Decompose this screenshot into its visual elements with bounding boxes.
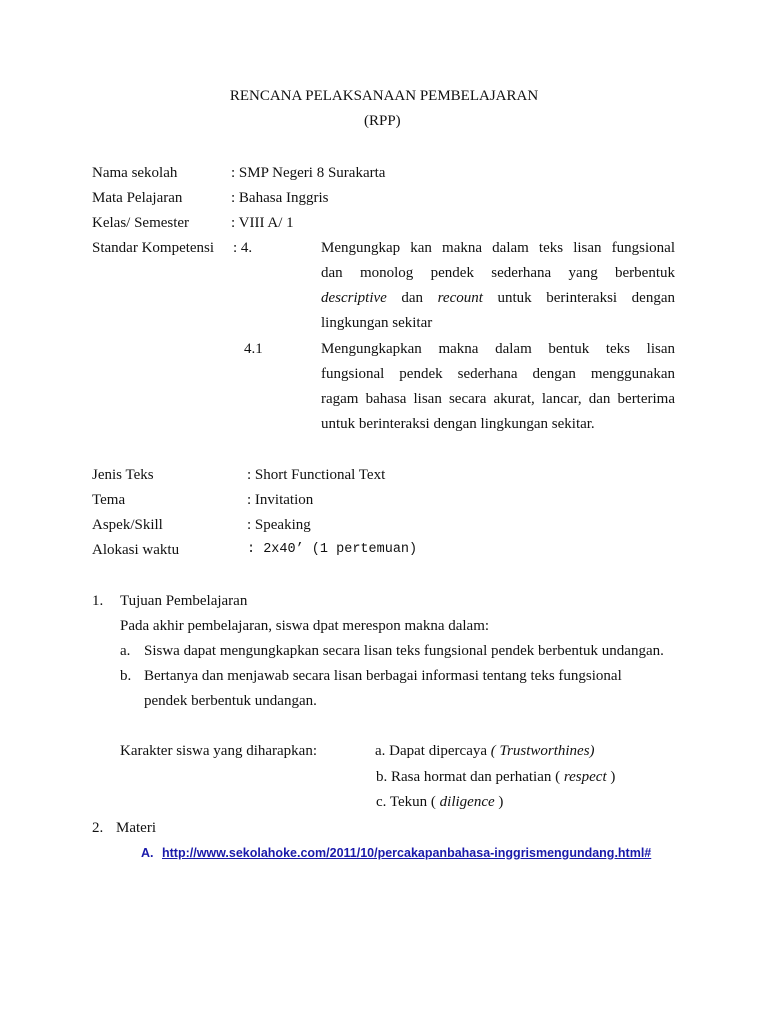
value-mata-pelajaran: : Bahasa Inggris — [231, 190, 329, 206]
standar-line-2: dan monolog pendek sederhana yang berbentuk — [321, 265, 675, 281]
standar-line-1: Mengungkap kan makna dalam teks lisan fungsional — [321, 240, 675, 256]
objective-b-marker: b. — [120, 668, 132, 684]
label-jenis-teks: Jenis Teks — [92, 467, 154, 483]
label-aspek-skill: Aspek/Skill — [92, 517, 163, 533]
label-alokasi-waktu: Alokasi waktu — [92, 542, 180, 558]
label-nama-sekolah: Nama sekolah — [92, 165, 178, 181]
section1-heading: Tujuan Pembelajaran — [120, 593, 248, 609]
section2-heading: Materi — [116, 820, 156, 836]
objective-b-line-2: pendek berbentuk undangan. — [144, 693, 317, 709]
section1-number: 1. — [92, 593, 104, 609]
kd-number: 4.1 — [244, 341, 263, 357]
value-kelas-semester: : VIII A/ 1 — [231, 215, 294, 231]
kd-line-4: untuk berinteraksi dengan lingkungan sekitar. — [321, 416, 595, 432]
label-kelas-semester: Kelas/ Semester — [92, 215, 190, 231]
kd-line-1: Mengungkapkan makna dalam bentuk teks lisan — [321, 341, 675, 357]
label-mata-pelajaran: Mata Pelajaran — [92, 190, 183, 206]
karakter-item-c: c. Tekun ( diligence ) — [376, 794, 504, 810]
karakter-item-a: a. Dapat dipercaya ( Trustworthines) — [375, 743, 595, 759]
section1-intro: Pada akhir pembelajaran, siswa dpat merespon makna dalam: — [120, 618, 490, 634]
standar-number: : 4. — [233, 240, 253, 256]
standar-line-3: descriptive dan recount untuk berinteraksi dengan — [321, 290, 675, 306]
objective-a-marker: a. — [120, 643, 131, 659]
value-aspek-skill: : Speaking — [247, 517, 311, 533]
descriptive-term: descriptive — [321, 290, 387, 306]
objective-b-line-1: Bertanya dan menjawab secara lisan berbagai informasi tentang teks fungsional — [144, 668, 622, 684]
standar-line-4: lingkungan sekitar — [321, 315, 433, 331]
document-title: RENCANA PELAKSANAAN PEMBELAJARAN — [229, 88, 539, 104]
section2-number: 2. — [92, 820, 104, 836]
kd-line-2: fungsional pendek sederhana dengan menggunakan — [321, 366, 675, 382]
value-jenis-teks: : Short Functional Text — [247, 467, 386, 483]
label-standar-kompetensi: Standar Kompetensi — [92, 240, 215, 256]
kd-line-3: ragam bahasa lisan secara akurat, lancar, dan berterima — [321, 391, 675, 407]
recount-term: recount — [437, 290, 483, 306]
objective-a-text: Siswa dapat mengungkapkan secara lisan teks fungsional pendek berbentuk undangan. — [144, 643, 664, 659]
label-tema: Tema — [92, 492, 126, 508]
karakter-item-b: b. Rasa hormat dan perhatian ( respect ) — [376, 769, 616, 785]
document-subtitle: (RPP) — [364, 113, 401, 129]
karakter-label: Karakter siswa yang diharapkan: — [120, 743, 318, 759]
materi-link[interactable]: http://www.sekolahoke.com/2011/10/percakapanbahasa-inggrismengundang.html# — [162, 846, 652, 860]
value-tema: : Invitation — [247, 492, 314, 508]
value-alokasi-waktu: : 2x40’ (1 pertemuan) — [247, 542, 418, 557]
value-nama-sekolah: : SMP Negeri 8 Surakarta — [231, 165, 386, 181]
materi-link-marker: A. — [141, 846, 154, 860]
